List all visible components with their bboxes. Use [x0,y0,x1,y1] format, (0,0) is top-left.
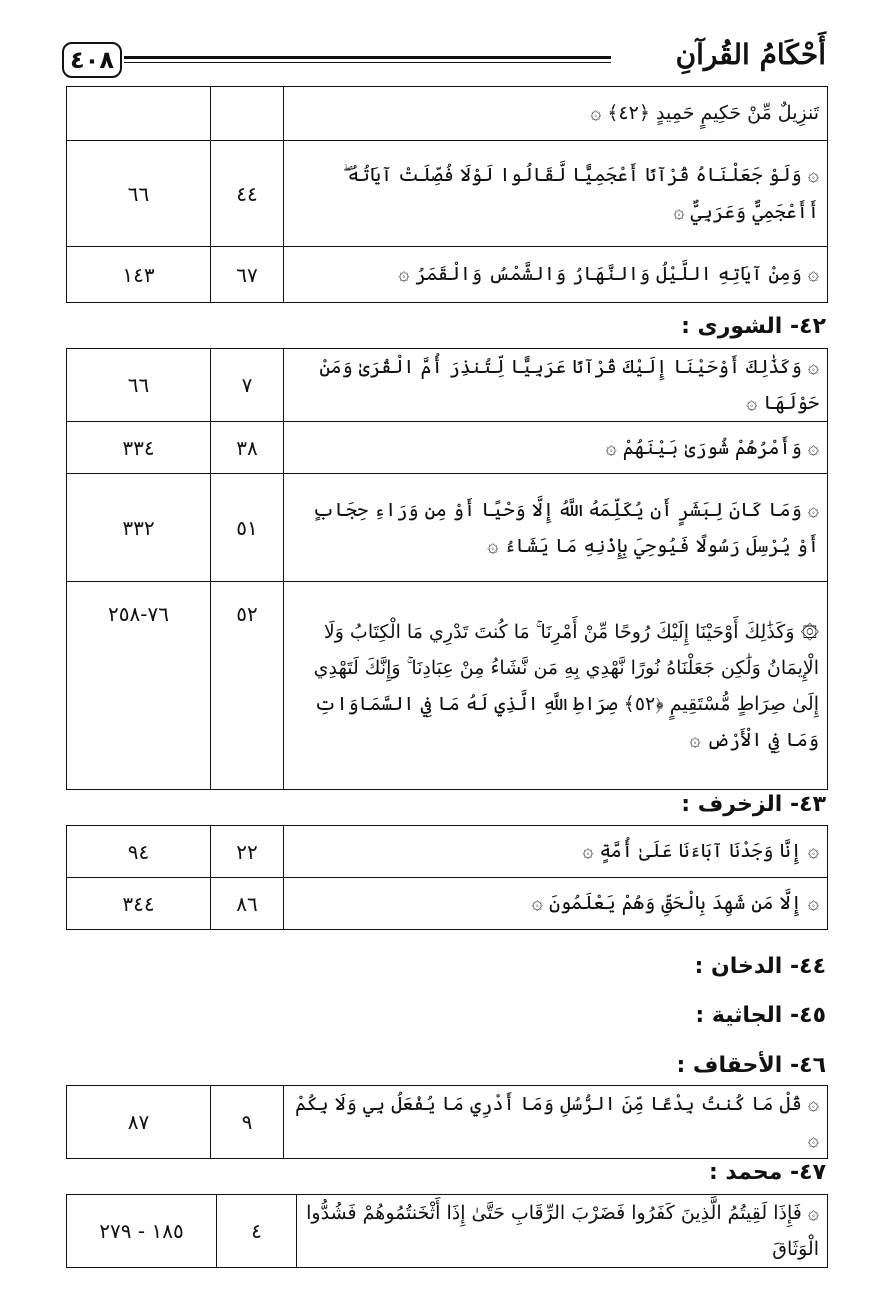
page-reference: ٣٣٢ [67,474,211,582]
verses-table-shura [66,348,828,790]
header-rule-thick [124,56,611,59]
surah-heading-dukhan: ٤٤- الدخان : [694,954,826,979]
verses-table-muhammad [66,1194,828,1268]
ayah-number [211,87,284,141]
verse-text: ۞ وَكَذَٰلِكَ أَوْحَيْنَا إِلَيْكَ رُوحًا مِّنْ أَمْرِنَا ۚ مَا كُنتَ تَدْرِي مَا الْكِتَابُ وَلَا الْإِيمَانُ وَلَٰكِن جَعَلْنَاهُ نُورًا نَّهْدِي بِهِ مَن نَّشَاءُ مِنْ عِبَادِنَا ۚ وَإِنَّكَ لَتَهْدِي إِلَىٰ صِرَاطٍ مُّسْتَقِيمٍ ﴿٥٢﴾ صِرَاطِ اللَّهِ الَّذِي لَهُ مَا فِي السَّمَاوَاتِ وَمَا فِي الْأَرْضِ ۞ [284,582,828,790]
header-rule-thin [124,62,611,63]
page-reference: ٣٣٤ [67,422,211,474]
surah-heading-muhammad: ٤٧- محمد : [708,1160,826,1185]
table-row [67,247,828,303]
table-row [67,826,828,878]
page-reference: ١٤٣ [67,247,211,303]
verse-text: ۞ وَمِنْ آيَاتِهِ اللَّيْلُ وَالنَّهَارُ وَالشَّمْسُ وَالْقَمَرُ ۞ [284,247,828,303]
table-row [67,349,828,422]
ayah-number: ٤٤ [211,141,284,247]
verse-text: ۞ إِنَّا وَجَدْنَا آبَاءَنَا عَلَىٰ أُمَّةٍ ۞ [284,826,828,878]
page-reference: ٦٦ [67,349,211,422]
surah-heading-ahqaf: ٤٦- الأحقاف : [676,1053,826,1078]
verse-text: ۞ فَإِذَا لَقِيتُمُ الَّذِينَ كَفَرُوا فَضَرْبَ الرِّقَابِ حَتَّىٰ إِذَا أَثْخَنتُمُوهُمْ فَشُدُّوا الْوَثَاقَ [297,1195,828,1268]
verse-text: ۞ وَمَا كَانَ لِبَشَرٍ أَن يُكَلِّمَهُ اللَّهُ إِلَّا وَحْيًا أَوْ مِن وَرَاءِ حِجَابٍ أَوْ يُرْسِلَ رَسُولًا فَيُوحِيَ بِإِذْنِهِ مَا يَشَاءُ ۞ [284,474,828,582]
verse-text: ۞ إِلَّا مَن شَهِدَ بِالْحَقِّ وَهُمْ يَعْلَمُونَ ۞ [284,878,828,930]
page-reference: ٩٤ [67,826,211,878]
ayah-number: ٨٦ [211,878,284,930]
verse-text: ۞ وَأَمْرُهُمْ شُورَىٰ بَيْنَهُمْ ۞ [284,422,828,474]
page-reference [67,87,211,141]
header-rule [124,56,611,66]
table-row [67,878,828,930]
verse-text: ۞ وَلَوْ جَعَلْنَاهُ قُرْآنًا أَعْجَمِيًّا لَّقَالُوا لَوْلَا فُصِّلَتْ آيَاتُهُ ۖ أَأَعْجَمِيٌّ وَعَرَبِيٌّ ۞ [284,141,828,247]
table-row [67,1195,828,1268]
surah-heading-jathiya: ٤٥- الجاثية : [695,1003,826,1028]
ayah-number: ٢٢ [211,826,284,878]
page-reference: ٧٦-٢٥٨ [67,582,211,790]
table-row [67,422,828,474]
page-reference: ١٨٥ - ٢٧٩ [67,1195,217,1268]
page-header [62,38,826,84]
page-reference: ٨٧ [67,1086,211,1159]
page-number: ٤٠٨ [62,42,122,78]
table-row [67,1086,828,1159]
surah-heading-shura: ٤٢- الشورى : [681,314,826,339]
ayah-number: ٤ [217,1195,297,1268]
ayah-number: ٣٨ [211,422,284,474]
ayah-number: ٦٧ [211,247,284,303]
verse-text: تَنزِيلٌ مِّنْ حَكِيمٍ حَمِيدٍ ﴿٤٢﴾ ۞ [284,87,828,141]
book-title: أَحْكَامُ القُرآنِ [675,38,826,71]
table-row [67,87,828,141]
ayah-number: ٥٢ [211,582,284,790]
page-reference: ٦٦ [67,141,211,247]
verses-table-zukhruf [66,825,828,930]
ayah-number: ٩ [211,1086,284,1159]
page-reference: ٣٤٤ [67,878,211,930]
ayah-number: ٥١ [211,474,284,582]
table-row [67,141,828,247]
table-row [67,582,828,790]
surah-heading-zukhruf: ٤٣- الزخرف : [681,792,826,817]
verses-table-fussilat [66,86,828,303]
ayah-number: ٧ [211,349,284,422]
verses-table-ahqaf [66,1085,828,1159]
verse-text: ۞ وَكَذَٰلِكَ أَوْحَيْنَا إِلَيْكَ قُرْآنًا عَرَبِيًّا لِّتُنذِرَ أُمَّ الْقُرَىٰ وَمَنْ حَوْلَهَا ۞ [284,349,828,422]
table-row [67,474,828,582]
verse-text: ۞ قُلْ مَا كُنتُ بِدْعًا مِّنَ الرُّسُلِ وَمَا أَدْرِي مَا يُفْعَلُ بِي وَلَا بِكُمْ ۞ [284,1086,828,1159]
